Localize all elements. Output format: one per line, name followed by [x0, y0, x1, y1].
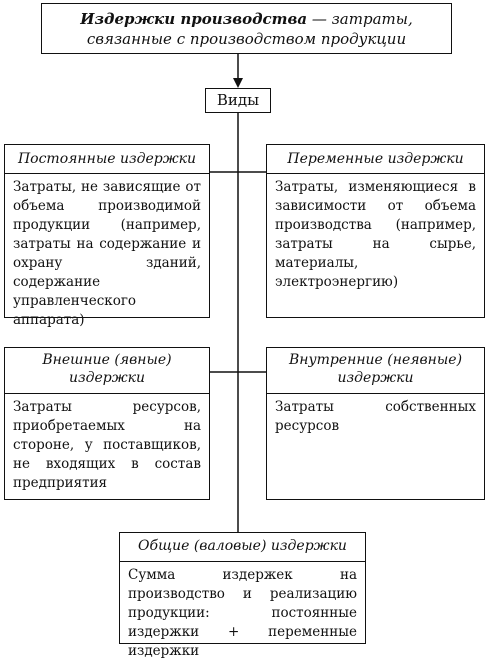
variable-costs-box	[266, 144, 485, 318]
kinds-box	[205, 88, 271, 113]
title-box	[41, 3, 452, 54]
kinds-label: Виды	[216, 91, 260, 109]
variable-costs-text: Затраты, изменяющиеся в зависимости от объема производства (например, затраты на сырье, материалы, электроэнергию)	[267, 173, 484, 296]
total-costs-text: Сумма издержек на производство и реализацию продукции: постоянные издержки + переменные издержки	[120, 561, 365, 665]
external-costs-box	[4, 347, 210, 500]
title-line-2: связанные с производством продукции	[86, 30, 407, 48]
variable-costs-title: Переменные издержки	[287, 151, 464, 167]
total-costs-title: Общие (валовые) издержки	[138, 538, 347, 554]
title-definition-1: — затраты,	[307, 10, 413, 28]
internal-costs-text: Затраты собственных ресурсов	[267, 393, 484, 440]
title-line-1	[42, 9, 451, 29]
title-term: Издержки производства	[80, 10, 308, 28]
internal-costs-title: Внутренние (неявные) издержки	[288, 352, 463, 386]
arrow-head	[233, 78, 243, 88]
fixed-costs-text: Затраты, не зависящие от объема производимой продукции (например, затраты на содержание и охрану зданий, содержание управленческого аппарата)	[5, 173, 209, 334]
fixed-costs-title: Постоянные издержки	[17, 151, 197, 167]
fixed-costs-box	[4, 144, 210, 328]
internal-costs-box	[266, 347, 485, 500]
external-costs-title: Внешние (явные) издержки	[42, 352, 172, 386]
external-costs-text: Затраты ресурсов, приобретаемых на стороне, у поставщиков, не входящих в состав предприятия	[5, 393, 209, 497]
total-costs-box	[119, 532, 366, 659]
